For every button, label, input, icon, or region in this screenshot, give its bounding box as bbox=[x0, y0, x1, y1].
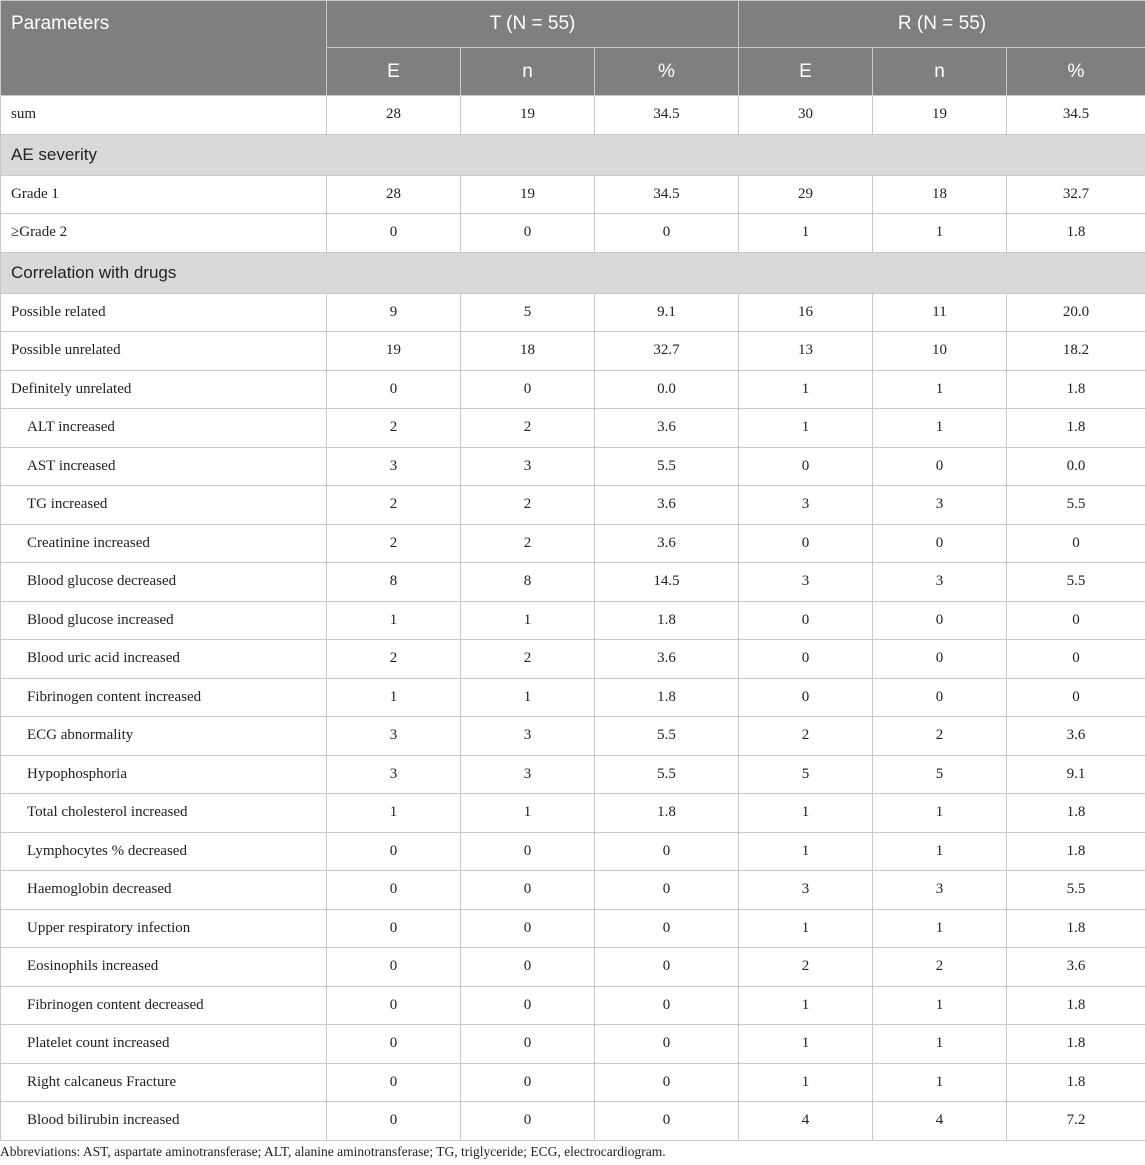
cell-t-events: 1 bbox=[327, 794, 461, 833]
row-label: sum bbox=[1, 96, 327, 135]
cell-t-percent: 5.5 bbox=[595, 755, 739, 794]
cell-t-percent: 1.8 bbox=[595, 678, 739, 717]
table-row bbox=[1, 640, 1145, 679]
cell-r-percent: 1.8 bbox=[1007, 1025, 1145, 1064]
row-label: Blood glucose decreased bbox=[1, 563, 327, 602]
cell-t-count: 0 bbox=[461, 1025, 595, 1064]
cell-r-events: 1 bbox=[739, 832, 873, 871]
cell-t-count: 2 bbox=[461, 486, 595, 525]
row-label: Lymphocytes % decreased bbox=[1, 832, 327, 871]
cell-r-count: 11 bbox=[873, 293, 1007, 332]
cell-t-percent: 0.0 bbox=[595, 370, 739, 409]
cell-t-events: 0 bbox=[327, 1063, 461, 1102]
header-parameters: Parameters bbox=[1, 1, 327, 96]
table-row bbox=[1, 175, 1145, 214]
cell-t-events: 0 bbox=[327, 948, 461, 987]
cell-r-events: 2 bbox=[739, 948, 873, 987]
header-r-percent: % bbox=[1007, 48, 1145, 96]
cell-r-count: 1 bbox=[873, 214, 1007, 253]
table-row bbox=[1, 678, 1145, 717]
cell-r-events: 1 bbox=[739, 1063, 873, 1102]
cell-t-percent: 0 bbox=[595, 871, 739, 910]
header-group-t: T (N = 55) bbox=[327, 1, 739, 48]
cell-t-percent: 0 bbox=[595, 214, 739, 253]
table-row bbox=[1, 486, 1145, 525]
cell-t-count: 3 bbox=[461, 755, 595, 794]
cell-r-percent: 0 bbox=[1007, 640, 1145, 679]
cell-t-events: 0 bbox=[327, 1025, 461, 1064]
cell-t-percent: 0 bbox=[595, 948, 739, 987]
cell-r-percent: 5.5 bbox=[1007, 871, 1145, 910]
cell-t-percent: 5.5 bbox=[595, 447, 739, 486]
section-label: AE severity bbox=[1, 134, 1145, 175]
table-header bbox=[1, 1, 1145, 96]
cell-r-percent: 18.2 bbox=[1007, 332, 1145, 371]
cell-t-count: 18 bbox=[461, 332, 595, 371]
table-row bbox=[1, 909, 1145, 948]
table-row bbox=[1, 717, 1145, 756]
cell-r-percent: 1.8 bbox=[1007, 409, 1145, 448]
cell-r-percent: 1.8 bbox=[1007, 370, 1145, 409]
cell-t-events: 3 bbox=[327, 447, 461, 486]
cell-r-events: 2 bbox=[739, 717, 873, 756]
cell-t-count: 19 bbox=[461, 96, 595, 135]
cell-t-percent: 34.5 bbox=[595, 175, 739, 214]
cell-r-events: 1 bbox=[739, 409, 873, 448]
table-row bbox=[1, 755, 1145, 794]
row-label: ALT increased bbox=[1, 409, 327, 448]
row-label: Creatinine increased bbox=[1, 524, 327, 563]
cell-r-count: 1 bbox=[873, 370, 1007, 409]
cell-t-percent: 0 bbox=[595, 832, 739, 871]
table-row bbox=[1, 524, 1145, 563]
row-label: Hypophosphoria bbox=[1, 755, 327, 794]
cell-t-events: 1 bbox=[327, 601, 461, 640]
cell-t-events: 0 bbox=[327, 214, 461, 253]
cell-t-percent: 0 bbox=[595, 1063, 739, 1102]
cell-t-events: 0 bbox=[327, 909, 461, 948]
cell-r-count: 0 bbox=[873, 524, 1007, 563]
header-r-count: n bbox=[873, 48, 1007, 96]
cell-t-count: 0 bbox=[461, 1063, 595, 1102]
row-label: Fibrinogen content increased bbox=[1, 678, 327, 717]
cell-r-count: 0 bbox=[873, 678, 1007, 717]
cell-t-count: 2 bbox=[461, 409, 595, 448]
table-body bbox=[1, 96, 1145, 1141]
cell-r-percent: 1.8 bbox=[1007, 214, 1145, 253]
table-row bbox=[1, 1025, 1145, 1064]
cell-r-percent: 5.5 bbox=[1007, 563, 1145, 602]
table-row bbox=[1, 332, 1145, 371]
cell-t-count: 2 bbox=[461, 524, 595, 563]
cell-t-count: 5 bbox=[461, 293, 595, 332]
cell-r-count: 1 bbox=[873, 794, 1007, 833]
row-label: Grade 1 bbox=[1, 175, 327, 214]
cell-t-events: 0 bbox=[327, 986, 461, 1025]
cell-r-count: 1 bbox=[873, 832, 1007, 871]
table-row bbox=[1, 447, 1145, 486]
cell-r-events: 3 bbox=[739, 563, 873, 602]
cell-r-percent: 0 bbox=[1007, 678, 1145, 717]
cell-t-events: 2 bbox=[327, 524, 461, 563]
cell-t-count: 2 bbox=[461, 640, 595, 679]
cell-t-count: 1 bbox=[461, 678, 595, 717]
cell-t-count: 0 bbox=[461, 370, 595, 409]
table-row bbox=[1, 871, 1145, 910]
cell-t-percent: 3.6 bbox=[595, 640, 739, 679]
cell-r-count: 3 bbox=[873, 871, 1007, 910]
cell-r-percent: 20.0 bbox=[1007, 293, 1145, 332]
table-row bbox=[1, 601, 1145, 640]
cell-t-count: 0 bbox=[461, 832, 595, 871]
header-r-events: E bbox=[739, 48, 873, 96]
table-row bbox=[1, 1102, 1145, 1141]
cell-r-count: 18 bbox=[873, 175, 1007, 214]
cell-t-events: 2 bbox=[327, 486, 461, 525]
cell-t-percent: 9.1 bbox=[595, 293, 739, 332]
cell-r-percent: 1.8 bbox=[1007, 832, 1145, 871]
table-row bbox=[1, 293, 1145, 332]
header-t-count: n bbox=[461, 48, 595, 96]
cell-r-events: 0 bbox=[739, 447, 873, 486]
cell-t-percent: 0 bbox=[595, 909, 739, 948]
cell-t-count: 19 bbox=[461, 175, 595, 214]
row-label: Fibrinogen content decreased bbox=[1, 986, 327, 1025]
cell-r-percent: 0 bbox=[1007, 601, 1145, 640]
cell-r-percent: 1.8 bbox=[1007, 986, 1145, 1025]
row-label: Total cholesterol increased bbox=[1, 794, 327, 833]
cell-r-count: 2 bbox=[873, 717, 1007, 756]
cell-t-percent: 1.8 bbox=[595, 794, 739, 833]
header-t-events: E bbox=[327, 48, 461, 96]
row-label: TG increased bbox=[1, 486, 327, 525]
cell-t-count: 0 bbox=[461, 1102, 595, 1141]
cell-t-events: 3 bbox=[327, 717, 461, 756]
table-row bbox=[1, 948, 1145, 987]
cell-t-count: 3 bbox=[461, 717, 595, 756]
cell-r-count: 3 bbox=[873, 486, 1007, 525]
cell-t-percent: 1.8 bbox=[595, 601, 739, 640]
row-label: Blood uric acid increased bbox=[1, 640, 327, 679]
cell-t-events: 9 bbox=[327, 293, 461, 332]
cell-r-events: 3 bbox=[739, 871, 873, 910]
cell-t-percent: 5.5 bbox=[595, 717, 739, 756]
cell-r-percent: 9.1 bbox=[1007, 755, 1145, 794]
cell-t-percent: 32.7 bbox=[595, 332, 739, 371]
row-label: Possible related bbox=[1, 293, 327, 332]
cell-t-count: 8 bbox=[461, 563, 595, 602]
cell-r-count: 3 bbox=[873, 563, 1007, 602]
cell-t-count: 1 bbox=[461, 794, 595, 833]
cell-r-events: 0 bbox=[739, 678, 873, 717]
table-row bbox=[1, 370, 1145, 409]
row-label: AST increased bbox=[1, 447, 327, 486]
table-footnote: Abbreviations: AST, aspartate aminotransferase; ALT, alanine aminotransferase; TG, triglyceride; ECG, electrocardiogram. bbox=[0, 1144, 666, 1159]
cell-t-events: 2 bbox=[327, 409, 461, 448]
cell-r-events: 1 bbox=[739, 370, 873, 409]
cell-r-percent: 7.2 bbox=[1007, 1102, 1145, 1141]
cell-r-events: 30 bbox=[739, 96, 873, 135]
table-row bbox=[1, 409, 1145, 448]
cell-r-count: 1 bbox=[873, 909, 1007, 948]
cell-r-events: 0 bbox=[739, 640, 873, 679]
cell-r-percent: 1.8 bbox=[1007, 794, 1145, 833]
row-label: ≥Grade 2 bbox=[1, 214, 327, 253]
row-label: Upper respiratory infection bbox=[1, 909, 327, 948]
cell-r-events: 1 bbox=[739, 1025, 873, 1064]
row-label: Eosinophils increased bbox=[1, 948, 327, 987]
table-row bbox=[1, 986, 1145, 1025]
cell-r-events: 1 bbox=[739, 214, 873, 253]
cell-r-events: 16 bbox=[739, 293, 873, 332]
row-label: Right calcaneus Fracture bbox=[1, 1063, 327, 1102]
cell-t-percent: 3.6 bbox=[595, 409, 739, 448]
cell-r-count: 1 bbox=[873, 1063, 1007, 1102]
cell-r-count: 1 bbox=[873, 986, 1007, 1025]
table-row bbox=[1, 794, 1145, 833]
cell-t-count: 1 bbox=[461, 601, 595, 640]
cell-r-count: 19 bbox=[873, 96, 1007, 135]
cell-t-percent: 34.5 bbox=[595, 96, 739, 135]
cell-r-count: 0 bbox=[873, 447, 1007, 486]
section-row bbox=[1, 134, 1145, 175]
cell-r-events: 1 bbox=[739, 909, 873, 948]
cell-t-count: 3 bbox=[461, 447, 595, 486]
cell-r-events: 13 bbox=[739, 332, 873, 371]
header-group-r: R (N = 55) bbox=[739, 1, 1145, 48]
cell-t-events: 0 bbox=[327, 871, 461, 910]
cell-t-events: 3 bbox=[327, 755, 461, 794]
cell-t-percent: 0 bbox=[595, 1102, 739, 1141]
table-row bbox=[1, 1063, 1145, 1102]
row-label: Haemoglobin decreased bbox=[1, 871, 327, 910]
cell-r-count: 5 bbox=[873, 755, 1007, 794]
cell-t-events: 8 bbox=[327, 563, 461, 602]
cell-r-percent: 1.8 bbox=[1007, 1063, 1145, 1102]
row-label: Blood glucose increased bbox=[1, 601, 327, 640]
cell-r-count: 1 bbox=[873, 1025, 1007, 1064]
cell-t-events: 19 bbox=[327, 332, 461, 371]
cell-r-percent: 0 bbox=[1007, 524, 1145, 563]
cell-t-events: 28 bbox=[327, 96, 461, 135]
header-t-percent: % bbox=[595, 48, 739, 96]
row-label: Platelet count increased bbox=[1, 1025, 327, 1064]
cell-t-events: 1 bbox=[327, 678, 461, 717]
cell-t-events: 0 bbox=[327, 370, 461, 409]
cell-r-percent: 3.6 bbox=[1007, 948, 1145, 987]
cell-t-count: 0 bbox=[461, 948, 595, 987]
cell-t-events: 0 bbox=[327, 832, 461, 871]
row-label: ECG abnormality bbox=[1, 717, 327, 756]
cell-r-events: 3 bbox=[739, 486, 873, 525]
cell-r-events: 0 bbox=[739, 524, 873, 563]
row-label: Possible unrelated bbox=[1, 332, 327, 371]
row-label: Blood bilirubin increased bbox=[1, 1102, 327, 1141]
cell-t-percent: 3.6 bbox=[595, 524, 739, 563]
cell-r-percent: 1.8 bbox=[1007, 909, 1145, 948]
cell-r-count: 2 bbox=[873, 948, 1007, 987]
cell-t-events: 2 bbox=[327, 640, 461, 679]
table-row bbox=[1, 214, 1145, 253]
cell-t-percent: 14.5 bbox=[595, 563, 739, 602]
section-label: Correlation with drugs bbox=[1, 252, 1145, 293]
cell-r-percent: 34.5 bbox=[1007, 96, 1145, 135]
cell-t-count: 0 bbox=[461, 986, 595, 1025]
cell-r-count: 0 bbox=[873, 640, 1007, 679]
cell-t-events: 28 bbox=[327, 175, 461, 214]
cell-t-count: 0 bbox=[461, 871, 595, 910]
cell-r-events: 1 bbox=[739, 794, 873, 833]
cell-r-percent: 3.6 bbox=[1007, 717, 1145, 756]
cell-r-events: 5 bbox=[739, 755, 873, 794]
cell-r-count: 1 bbox=[873, 409, 1007, 448]
cell-r-percent: 32.7 bbox=[1007, 175, 1145, 214]
table-row bbox=[1, 563, 1145, 602]
cell-r-count: 0 bbox=[873, 601, 1007, 640]
cell-r-events: 4 bbox=[739, 1102, 873, 1141]
cell-r-events: 29 bbox=[739, 175, 873, 214]
cell-t-percent: 0 bbox=[595, 986, 739, 1025]
cell-t-count: 0 bbox=[461, 909, 595, 948]
cell-t-percent: 0 bbox=[595, 1025, 739, 1064]
cell-t-count: 0 bbox=[461, 214, 595, 253]
cell-r-events: 0 bbox=[739, 601, 873, 640]
cell-t-percent: 3.6 bbox=[595, 486, 739, 525]
cell-r-percent: 0.0 bbox=[1007, 447, 1145, 486]
cell-t-events: 0 bbox=[327, 1102, 461, 1141]
table-row bbox=[1, 832, 1145, 871]
cell-r-percent: 5.5 bbox=[1007, 486, 1145, 525]
section-row bbox=[1, 252, 1145, 293]
table-row bbox=[1, 96, 1145, 135]
cell-r-count: 4 bbox=[873, 1102, 1007, 1141]
row-label: Definitely unrelated bbox=[1, 370, 327, 409]
cell-r-count: 10 bbox=[873, 332, 1007, 371]
cell-r-events: 1 bbox=[739, 986, 873, 1025]
